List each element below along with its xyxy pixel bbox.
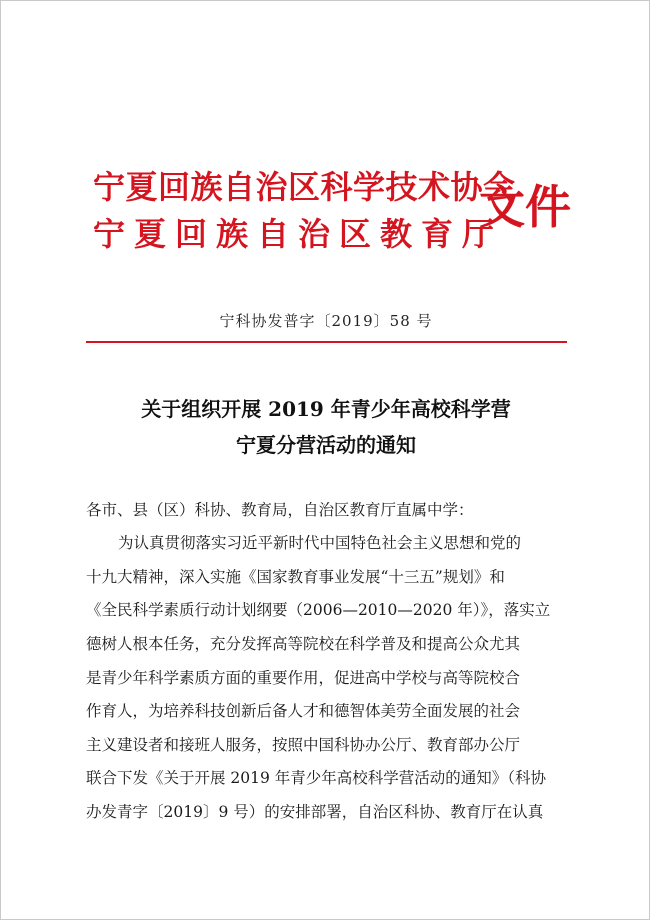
body-line: 为认真贯彻落实习近平新时代中国特色社会主义思想和党的: [118, 534, 522, 552]
body-line: 作育人，为培养科技创新后备人才和德智体美劳全面发展的社会: [86, 702, 521, 720]
red-divider-line: [86, 341, 567, 343]
file-label: 文件: [479, 180, 571, 234]
salutation: 各市、县（区）科协、教育局，自治区教育厅直属中学：: [86, 501, 474, 519]
body-line: 主义建设者和接班人服务，按照中国科协办公厅、教育部办公厅: [86, 736, 521, 754]
body-line: 十九大精神，深入实施《国家教育事业发展“十三五”规划》和: [86, 568, 505, 586]
issuer-science-association: 宁夏回族自治区科学技术协会: [93, 168, 516, 206]
body-line: 是青少年科学素质方面的重要作用，促进高中学校与高等院校合: [86, 669, 521, 687]
body-line: 办发青字〔2019〕9 号）的安排部署，自治区科协、教育厅在认真: [86, 803, 544, 821]
document-number: 宁科协发普字〔2019〕58 号: [219, 312, 433, 330]
document-title-line-1: 关于组织开展 2019 年青少年高校科学营: [141, 397, 511, 421]
body-line: 德树人根本任务，充分发挥高等院校在科学普及和提高公众尤其: [86, 635, 521, 653]
body-line: 《全民科学素质行动计划纲要（2006—2010—2020 年）》，落实立: [86, 601, 551, 619]
issuer-education-department: 宁夏回族自治区教育厅: [93, 215, 504, 253]
body-line: 联合下发《关于开展 2019 年青少年高校科学营活动的通知》（科协: [86, 769, 547, 787]
document-title-line-2: 宁夏分营活动的通知: [236, 433, 416, 457]
